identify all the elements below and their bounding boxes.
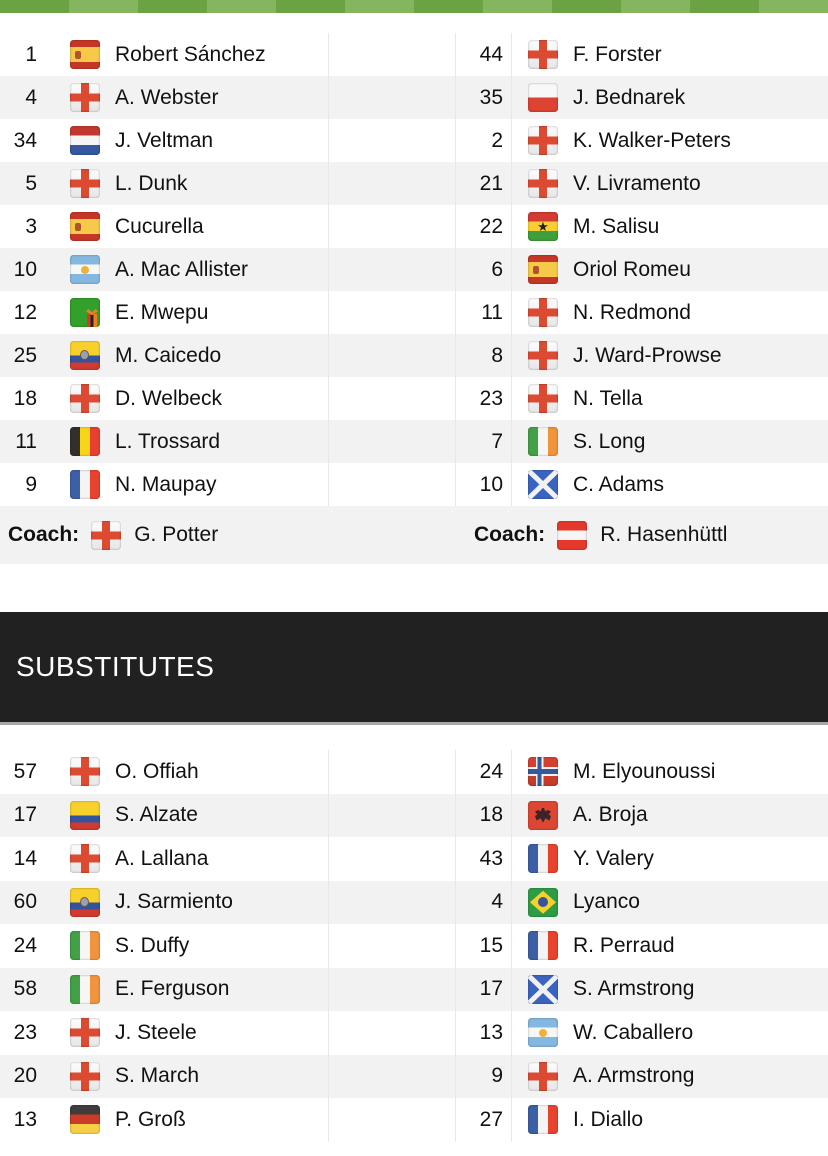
player-number: 13 bbox=[456, 1011, 512, 1055]
player-number: 17 bbox=[456, 968, 512, 1012]
player-name[interactable]: N. Maupay bbox=[115, 472, 217, 496]
coach-label: Coach: bbox=[474, 523, 546, 546]
substitute-row bbox=[0, 924, 828, 968]
column-spacer bbox=[329, 420, 456, 463]
substitutes-table bbox=[0, 750, 828, 1142]
coach-home bbox=[0, 521, 456, 550]
player-cell bbox=[45, 1055, 329, 1099]
ireland-flag-icon bbox=[70, 975, 100, 1004]
player-number: 1 bbox=[25, 42, 37, 66]
player-number: 6 bbox=[456, 248, 512, 291]
england-flag-icon bbox=[70, 384, 100, 413]
norway-flag-icon bbox=[528, 757, 558, 786]
player-name[interactable]: A. Lallana bbox=[115, 846, 209, 870]
player-cell bbox=[512, 881, 828, 925]
coach-label: Coach: bbox=[8, 523, 80, 546]
lineup-row bbox=[0, 162, 828, 205]
player-cell bbox=[45, 33, 329, 76]
player-cell bbox=[512, 463, 828, 506]
player-name[interactable]: O. Offiah bbox=[115, 759, 199, 783]
player-name[interactable]: F. Forster bbox=[573, 42, 662, 66]
player-name[interactable]: A. Mac Allister bbox=[115, 257, 249, 281]
player-number: 10 bbox=[13, 257, 37, 281]
player-number: 18 bbox=[13, 386, 37, 410]
player-name[interactable]: A. Armstrong bbox=[573, 1064, 695, 1088]
column-spacer bbox=[329, 205, 456, 248]
ecuador-flag-icon bbox=[70, 341, 100, 370]
scotland-flag-icon bbox=[528, 975, 558, 1004]
player-cell bbox=[512, 334, 828, 377]
player-cell bbox=[45, 837, 329, 881]
lineup-row bbox=[0, 33, 828, 76]
player-number: 24 bbox=[456, 750, 512, 794]
player-name[interactable]: P. Groß bbox=[115, 1107, 186, 1131]
player-number: 9 bbox=[25, 472, 37, 496]
player-name[interactable]: Oriol Romeu bbox=[573, 257, 691, 281]
player-name[interactable]: I. Diallo bbox=[573, 1107, 644, 1131]
player-name[interactable]: S. Duffy bbox=[115, 933, 190, 957]
england-flag-icon bbox=[528, 384, 558, 413]
player-name[interactable]: L. Dunk bbox=[115, 171, 188, 195]
player-number: 8 bbox=[456, 334, 512, 377]
substitute-row bbox=[0, 1011, 828, 1055]
player-name[interactable]: J. Bednarek bbox=[573, 85, 686, 109]
player-number: 35 bbox=[456, 76, 512, 119]
lineup-row bbox=[0, 76, 828, 119]
player-number: 3 bbox=[25, 214, 37, 238]
substitute-row bbox=[0, 968, 828, 1012]
england-flag-icon bbox=[70, 844, 100, 873]
player-cell bbox=[45, 1098, 329, 1142]
column-spacer bbox=[329, 377, 456, 420]
player-number: 10 bbox=[456, 463, 512, 506]
column-spacer bbox=[329, 794, 456, 838]
brazil-flag-icon bbox=[528, 888, 558, 917]
column-spacer bbox=[329, 1055, 456, 1099]
player-number: 58 bbox=[13, 977, 37, 1001]
ireland-flag-icon bbox=[528, 427, 558, 456]
player-name[interactable]: S. Armstrong bbox=[573, 977, 695, 1001]
player-cell bbox=[45, 420, 329, 463]
player-cell bbox=[45, 968, 329, 1012]
england-flag-icon bbox=[528, 126, 558, 155]
player-cell bbox=[512, 162, 828, 205]
substitute-row bbox=[0, 750, 828, 794]
lineup-row bbox=[0, 291, 828, 334]
player-number: 22 bbox=[456, 205, 512, 248]
player-cell bbox=[45, 1011, 329, 1055]
player-cell bbox=[512, 924, 828, 968]
player-cell bbox=[512, 420, 828, 463]
substitute-row bbox=[0, 837, 828, 881]
column-spacer bbox=[329, 881, 456, 925]
lineup-row bbox=[0, 420, 828, 463]
england-flag-icon bbox=[528, 40, 558, 69]
player-cell bbox=[45, 205, 329, 248]
player-name[interactable]: K. Walker-Peters bbox=[573, 128, 731, 152]
player-number: 23 bbox=[13, 1020, 37, 1044]
player-name[interactable]: W. Caballero bbox=[573, 1020, 694, 1044]
player-number: 34 bbox=[13, 128, 37, 152]
player-cell bbox=[45, 291, 329, 334]
player-cell bbox=[45, 881, 329, 925]
player-number: 57 bbox=[13, 759, 37, 783]
ghana-flag-icon bbox=[528, 212, 558, 241]
player-number: 15 bbox=[456, 924, 512, 968]
player-number: 11 bbox=[15, 429, 37, 453]
player-name[interactable]: E. Mwepu bbox=[115, 300, 209, 324]
scotland-flag-icon bbox=[528, 470, 558, 499]
england-flag-icon bbox=[528, 169, 558, 198]
player-name[interactable]: R. Perraud bbox=[573, 933, 675, 957]
ireland-flag-icon bbox=[70, 931, 100, 960]
player-number: 27 bbox=[456, 1098, 512, 1142]
player-name[interactable]: M. Caicedo bbox=[115, 343, 222, 367]
column-spacer bbox=[329, 76, 456, 119]
lineup-row bbox=[0, 334, 828, 377]
player-cell bbox=[512, 1098, 828, 1142]
player-number: 5 bbox=[25, 171, 37, 195]
player-cell bbox=[45, 924, 329, 968]
player-cell bbox=[512, 1011, 828, 1055]
player-name[interactable]: N. Redmond bbox=[573, 300, 691, 324]
column-spacer bbox=[329, 33, 456, 76]
player-number: 23 bbox=[456, 377, 512, 420]
player-number: 9 bbox=[456, 1055, 512, 1099]
player-name[interactable]: J. Sarmiento bbox=[115, 890, 233, 914]
starting-lineups-table bbox=[0, 33, 828, 506]
argentina-flag-icon bbox=[528, 1018, 558, 1047]
substitute-row bbox=[0, 794, 828, 838]
england-flag-icon bbox=[70, 1018, 100, 1047]
player-name[interactable]: C. Adams bbox=[573, 472, 665, 496]
player-number: 7 bbox=[456, 420, 512, 463]
player-number: 24 bbox=[13, 933, 37, 957]
poland-flag-icon bbox=[528, 83, 558, 112]
player-number: 13 bbox=[13, 1107, 37, 1131]
substitute-row bbox=[0, 1055, 828, 1099]
player-number: 44 bbox=[456, 33, 512, 76]
austria-flag-icon bbox=[557, 521, 587, 550]
england-flag-icon bbox=[528, 341, 558, 370]
column-spacer bbox=[329, 1098, 456, 1142]
player-name[interactable]: A. Webster bbox=[115, 85, 219, 109]
spain-flag-icon bbox=[528, 255, 558, 284]
player-number: 11 bbox=[456, 291, 512, 334]
england-flag-icon bbox=[70, 1062, 100, 1091]
player-number: 21 bbox=[456, 162, 512, 205]
player-cell bbox=[512, 248, 828, 291]
england-flag-icon bbox=[70, 757, 100, 786]
player-cell bbox=[512, 750, 828, 794]
player-number: 43 bbox=[456, 837, 512, 881]
column-spacer bbox=[329, 248, 456, 291]
player-cell bbox=[512, 291, 828, 334]
player-cell bbox=[45, 794, 329, 838]
player-name[interactable]: M. Salisu bbox=[573, 214, 660, 238]
lineup-row bbox=[0, 377, 828, 420]
player-name[interactable]: M. Elyounoussi bbox=[573, 759, 716, 783]
player-cell bbox=[45, 162, 329, 205]
player-cell bbox=[512, 33, 828, 76]
coach-name[interactable]: R. Hasenhüttl bbox=[600, 523, 728, 546]
argentina-flag-icon bbox=[70, 255, 100, 284]
player-name[interactable]: J. Steele bbox=[115, 1020, 197, 1044]
lineup-row bbox=[0, 463, 828, 506]
france-flag-icon bbox=[528, 844, 558, 873]
column-spacer bbox=[329, 924, 456, 968]
germany-flag-icon bbox=[70, 1105, 100, 1134]
player-cell bbox=[45, 76, 329, 119]
player-name[interactable]: D. Welbeck bbox=[115, 386, 222, 410]
player-name[interactable]: J. Veltman bbox=[115, 128, 214, 152]
column-spacer bbox=[329, 463, 456, 506]
player-number: 20 bbox=[13, 1064, 37, 1088]
player-number: 4 bbox=[25, 85, 37, 109]
column-spacer bbox=[329, 968, 456, 1012]
england-flag-icon bbox=[528, 1062, 558, 1091]
player-cell bbox=[45, 750, 329, 794]
player-cell bbox=[45, 377, 329, 420]
netherlands-flag-icon bbox=[70, 126, 100, 155]
player-cell bbox=[512, 794, 828, 838]
player-number: 4 bbox=[456, 881, 512, 925]
player-name[interactable]: S. Long bbox=[573, 429, 646, 453]
england-flag-icon bbox=[70, 83, 100, 112]
column-spacer bbox=[329, 291, 456, 334]
coach-name[interactable]: G. Potter bbox=[134, 523, 219, 546]
lineup-row bbox=[0, 205, 828, 248]
france-flag-icon bbox=[70, 470, 100, 499]
player-name[interactable]: A. Broja bbox=[573, 803, 648, 827]
substitutes-title: SUBSTITUTES bbox=[16, 651, 215, 682]
player-cell bbox=[512, 76, 828, 119]
column-spacer bbox=[329, 750, 456, 794]
albania-flag-icon bbox=[528, 801, 558, 830]
france-flag-icon bbox=[528, 1105, 558, 1134]
player-cell bbox=[512, 837, 828, 881]
england-flag-icon bbox=[528, 298, 558, 327]
spain-flag-icon bbox=[70, 40, 100, 69]
column-spacer bbox=[329, 334, 456, 377]
coach-row bbox=[0, 506, 828, 564]
coach-away bbox=[456, 521, 828, 550]
player-number: 60 bbox=[13, 890, 37, 914]
player-name[interactable]: Y. Valery bbox=[573, 846, 654, 870]
player-name[interactable]: S. March bbox=[115, 1064, 200, 1088]
column-spacer bbox=[329, 162, 456, 205]
player-name[interactable]: N. Tella bbox=[573, 386, 643, 410]
player-name[interactable]: J. Ward-Prowse bbox=[573, 343, 722, 367]
england-flag-icon bbox=[91, 521, 121, 550]
player-name[interactable]: E. Ferguson bbox=[115, 977, 230, 1001]
spain-flag-icon bbox=[70, 212, 100, 241]
lineup-row bbox=[0, 119, 828, 162]
player-name[interactable]: S. Alzate bbox=[115, 803, 198, 827]
belgium-flag-icon bbox=[70, 427, 100, 456]
player-cell bbox=[512, 377, 828, 420]
player-name[interactable]: L. Trossard bbox=[115, 429, 221, 453]
column-spacer bbox=[329, 1011, 456, 1055]
player-cell bbox=[512, 968, 828, 1012]
france-flag-icon bbox=[528, 931, 558, 960]
player-cell bbox=[512, 1055, 828, 1099]
ecuador-flag-icon bbox=[70, 888, 100, 917]
substitute-row bbox=[0, 1098, 828, 1142]
player-number: 18 bbox=[456, 794, 512, 838]
player-name[interactable]: Cucurella bbox=[115, 214, 204, 238]
player-cell bbox=[45, 463, 329, 506]
player-name[interactable]: Lyanco bbox=[573, 890, 640, 914]
player-cell bbox=[512, 205, 828, 248]
player-number: 2 bbox=[456, 119, 512, 162]
substitute-row bbox=[0, 881, 828, 925]
column-spacer bbox=[329, 119, 456, 162]
lineup-row bbox=[0, 248, 828, 291]
player-number: 25 bbox=[13, 343, 37, 367]
player-cell bbox=[45, 248, 329, 291]
player-cell bbox=[45, 119, 329, 162]
player-number: 14 bbox=[13, 846, 37, 870]
player-name[interactable]: V. Livramento bbox=[573, 171, 701, 195]
player-cell bbox=[512, 119, 828, 162]
pitch-stripe-bar bbox=[0, 0, 828, 13]
substitutes-header bbox=[0, 612, 828, 725]
england-flag-icon bbox=[70, 169, 100, 198]
player-number: 17 bbox=[13, 803, 37, 827]
player-cell bbox=[45, 334, 329, 377]
column-spacer bbox=[329, 837, 456, 881]
zambia-flag-icon bbox=[70, 298, 100, 327]
player-name[interactable]: Robert Sánchez bbox=[115, 42, 266, 66]
player-number: 12 bbox=[13, 300, 37, 324]
colombia-flag-icon bbox=[70, 801, 100, 830]
